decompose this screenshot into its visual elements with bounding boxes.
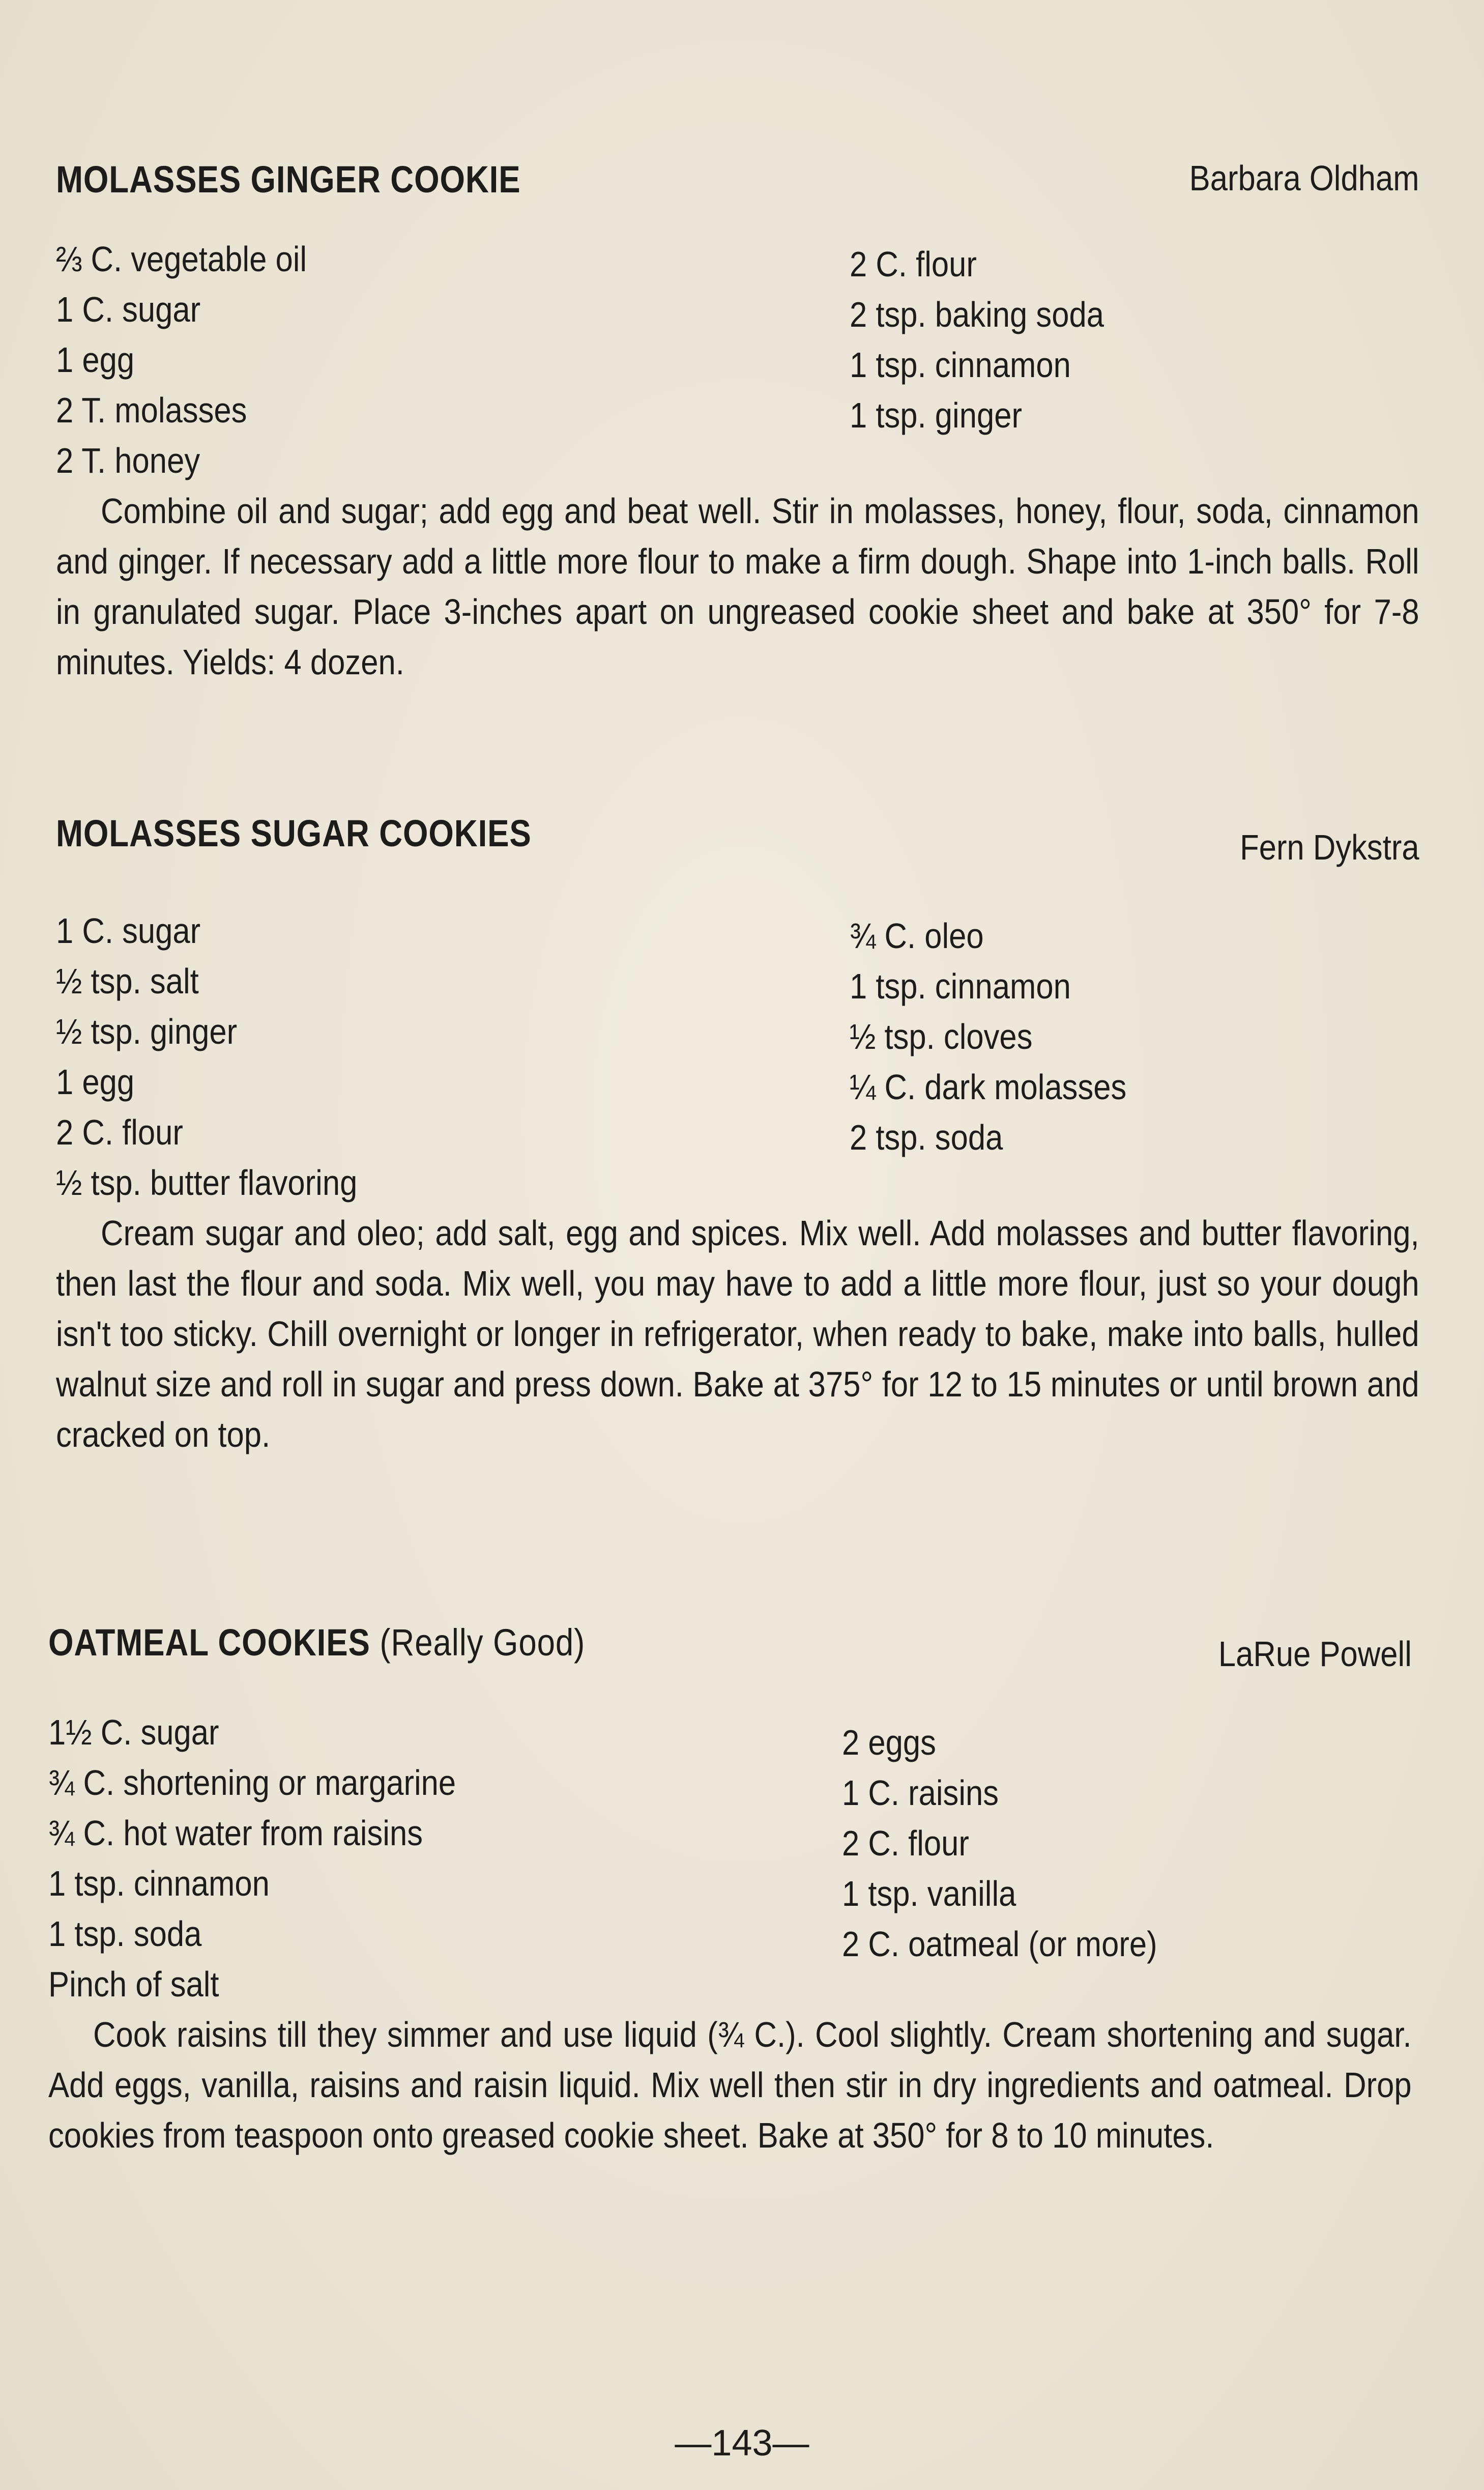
recipe-title-text: MOLASSES GINGER COOKIE (56, 158, 521, 201)
ingredient: 1 tsp. cinnamon (850, 345, 1071, 385)
ingredient: ¾ C. hot water from raisins (48, 1813, 423, 1853)
ingredients-right-column (842, 1707, 1402, 2010)
ingredient: 1 tsp. cinnamon (48, 1864, 270, 1903)
ingredient: 2 tsp. baking soda (850, 295, 1104, 334)
recipe-author: Fern Dykstra (1240, 827, 1419, 867)
recipe-title-text: OATMEAL COOKIES (48, 1621, 370, 1664)
ingredient: 2 C. flour (56, 1112, 183, 1152)
ingredients-right-column (850, 906, 1409, 1208)
ingredient: 2 T. molasses (56, 390, 247, 430)
ingredient: 1 egg (56, 1062, 135, 1102)
ingredients-left-column (48, 1707, 842, 2010)
ingredient: ½ tsp. salt (56, 961, 199, 1001)
ingredient: ¾ C. shortening or margarine (48, 1763, 456, 1802)
ingredient: ¾ C. oleo (850, 916, 984, 956)
recipe-subtitle: (Really Good) (380, 1621, 586, 1664)
ingredient: 2 T. honey (56, 441, 200, 480)
ingredient: 1 tsp. ginger (850, 395, 1023, 435)
recipe-title (56, 812, 532, 855)
recipe-directions: Cook raisins till they simmer and use liquid (¾ C.). Cool slightly. Cream shortening and sugar. Add eggs, vanilla, raisins and raisin liquid. Mix well then stir in dry ingredients and oatmeal. Drop cookies from teaspoon onto greased cookie sheet. Bake at 350° for 8 to 10 minutes. (48, 2015, 1412, 2155)
ingredients-left-column (56, 234, 850, 486)
ingredient: 1 tsp. soda (48, 1914, 202, 1954)
ingredient: 2 eggs (842, 1723, 936, 1762)
ingredient: 2 tsp. soda (850, 1118, 1003, 1157)
recipe-directions: Combine oil and sugar; add egg and beat well. Stir in molasses, honey, flour, soda, cinnamon and ginger. If necessary add a little more flour to make a firm dough. Shape into 1-inch balls. Roll in granulated sugar. Place 3-inches apart on ungreased cookie sheet and bake at 350° for 7-8 minutes. Yields: 4 dozen. (56, 491, 1419, 682)
page-number: —143— (675, 2423, 809, 2464)
recipe-header (56, 812, 1419, 868)
ingredient: Pinch of salt (48, 1964, 219, 2004)
ingredient: ⅔ C. vegetable oil (56, 239, 307, 279)
ingredient: ½ tsp. ginger (56, 1012, 238, 1051)
recipe-title (48, 1621, 585, 1664)
ingredient: 1 C. sugar (56, 911, 201, 951)
ingredient: 2 C. flour (842, 1823, 969, 1863)
ingredient: ¼ C. dark molasses (850, 1067, 1127, 1107)
recipe-author: LaRue Powell (1218, 1634, 1412, 1674)
ingredient: 1 egg (56, 340, 135, 380)
ingredient: ½ tsp. butter flavoring (56, 1163, 358, 1203)
ingredient-list (56, 906, 1419, 1208)
ingredient-list (48, 1707, 1412, 2010)
ingredient: 1 tsp. cinnamon (850, 966, 1071, 1006)
ingredient: ½ tsp. cloves (850, 1017, 1033, 1056)
recipe-title (56, 158, 521, 201)
recipe-header (56, 158, 1419, 214)
ingredient: 2 C. flour (850, 244, 977, 284)
ingredient: 1 C. raisins (842, 1773, 999, 1813)
recipe-molasses-ginger-cookie (56, 158, 1419, 688)
ingredient-list (56, 234, 1419, 486)
recipe-header (48, 1621, 1412, 1677)
recipe-title-text: MOLASSES SUGAR COOKIES (56, 812, 532, 854)
recipe-molasses-sugar-cookies (56, 812, 1419, 1460)
ingredient: 1 tsp. vanilla (842, 1874, 1016, 1913)
ingredients-right-column (850, 234, 1409, 486)
ingredient: 1 C. sugar (56, 290, 201, 329)
ingredient: 2 C. oatmeal (or more) (842, 1924, 1157, 1964)
recipe-oatmeal-cookies (48, 1621, 1412, 2161)
ingredients-left-column (56, 906, 850, 1208)
recipe-directions: Cream sugar and oleo; add salt, egg and spices. Mix well. Add molasses and butter flavoring, then last the flour and soda. Mix well, you may have to add a little more flour, just so your dough isn't too sticky. Chill overnight or longer in refrigerator, when ready to bake, make into balls, hulled walnut size and roll in sugar and press down. Bake at 375° for 12 to 15 minutes or until brown and cracked on top. (56, 1213, 1419, 1454)
recipe-author: Barbara Oldham (1189, 158, 1419, 198)
ingredient: 1½ C. sugar (48, 1712, 219, 1752)
